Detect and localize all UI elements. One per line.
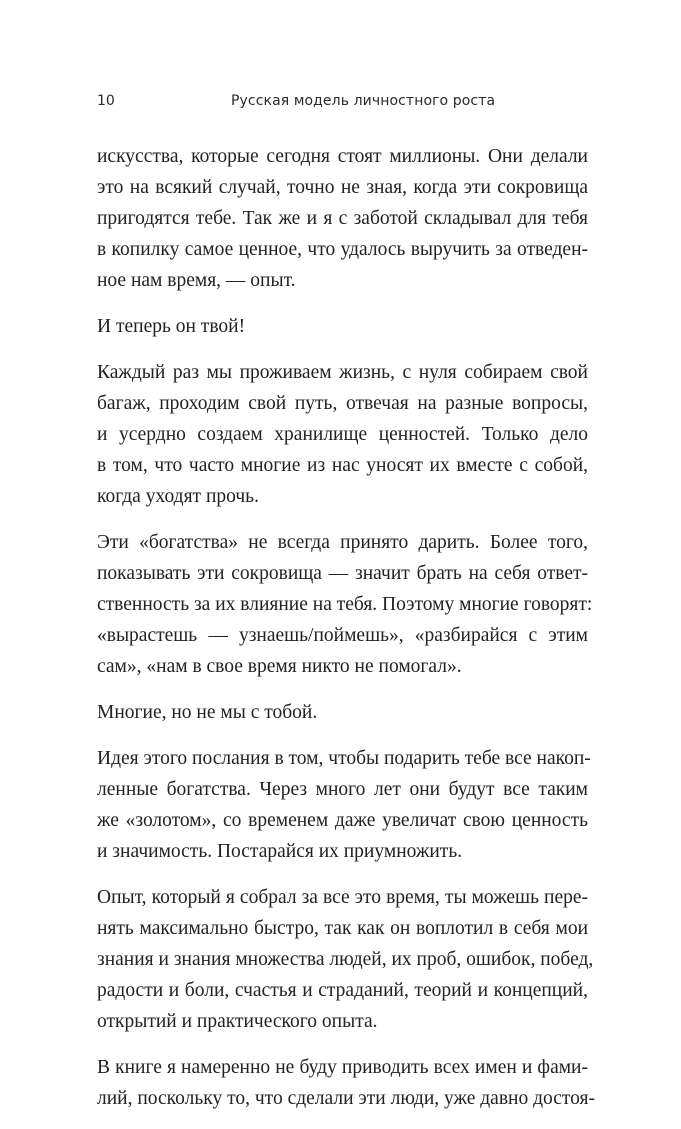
paragraph-2 (97, 311, 588, 342)
text-line: и усердно создаем хранилище ценностей. Только дело (97, 424, 588, 445)
text-line: лий, поскольку то, что сделали эти люди, уже давно достоя- (97, 1088, 596, 1109)
running-title: Русская модель личностного роста (231, 93, 496, 109)
paragraph-1 (97, 141, 588, 296)
body-text (97, 141, 596, 1129)
text-line: показывать эти сокровища — значит брать на себя ответ- (97, 563, 588, 584)
text-line: пригодятся тебе. Так же и я с заботой складывал для тебя (97, 208, 588, 229)
text-line: искусства, которые сегодня стоят миллионы. Они делали (97, 146, 588, 167)
text-line: В книге я намеренно не буду приводить всех имен и фами- (97, 1057, 588, 1078)
text-line: это на всякий случай, точно не зная, когда эти сокровища (97, 177, 588, 198)
text-line: «вырастешь — узнаешь/поймешь», «разбирайся с этим (97, 625, 588, 646)
text-line: в копилку самое ценное, что удалось выручить за отведен- (97, 239, 588, 260)
paragraph-7 (97, 882, 594, 1037)
text-line: открытий и практического опыта. (97, 1011, 378, 1032)
paragraph-3 (97, 357, 588, 512)
running-head (97, 90, 588, 112)
text-line: в том, что часто многие из нас уносят их вместе с собой, (97, 455, 588, 476)
text-line: Эти «богатства» не всегда принято дарить. Более того, (97, 532, 588, 553)
text-line: же «золотом», со временем даже увеличат свою ценность (97, 810, 588, 831)
text-line: радости и боли, счастья и страданий, теорий и концепций, (97, 980, 588, 1001)
text-line: знания и знания множества людей, их проб, ошибок, побед, (97, 949, 594, 970)
paragraph-5 (97, 697, 588, 728)
paragraph-4 (97, 527, 593, 682)
paragraph-8 (97, 1052, 596, 1114)
text-line: когда уходят прочь. (97, 486, 259, 507)
text-line: и значимость. Постарайся их приумножить. (97, 841, 463, 862)
page-number: 10 (97, 93, 115, 109)
text-line: ственность за их влияние на тебя. Поэтому многие говорят: (97, 594, 593, 615)
text-line: И теперь он твой! (97, 316, 246, 337)
text-line: багаж, проходим свой путь, отвечая на разные вопросы, (97, 393, 588, 414)
paragraph-6 (97, 743, 591, 867)
text-line: сам», «нам в свое время никто не помогал». (97, 656, 462, 677)
text-line: Опыт, который я собрал за все это время, ты можешь пере- (97, 887, 588, 908)
text-line: Идея этого послания в том, чтобы подарить тебе все накоп- (97, 748, 591, 769)
text-line: Многие, но не мы с тобой. (97, 702, 318, 723)
text-line: Каждый раз мы проживаем жизнь, с нуля собираем свой (97, 362, 588, 383)
text-line: ное нам время, — опыт. (97, 270, 296, 291)
text-line: нять максимально быстро, так как он воплотил в себя мои (97, 918, 588, 939)
text-line: ленные богатства. Через много лет они будут все таким (97, 779, 588, 800)
